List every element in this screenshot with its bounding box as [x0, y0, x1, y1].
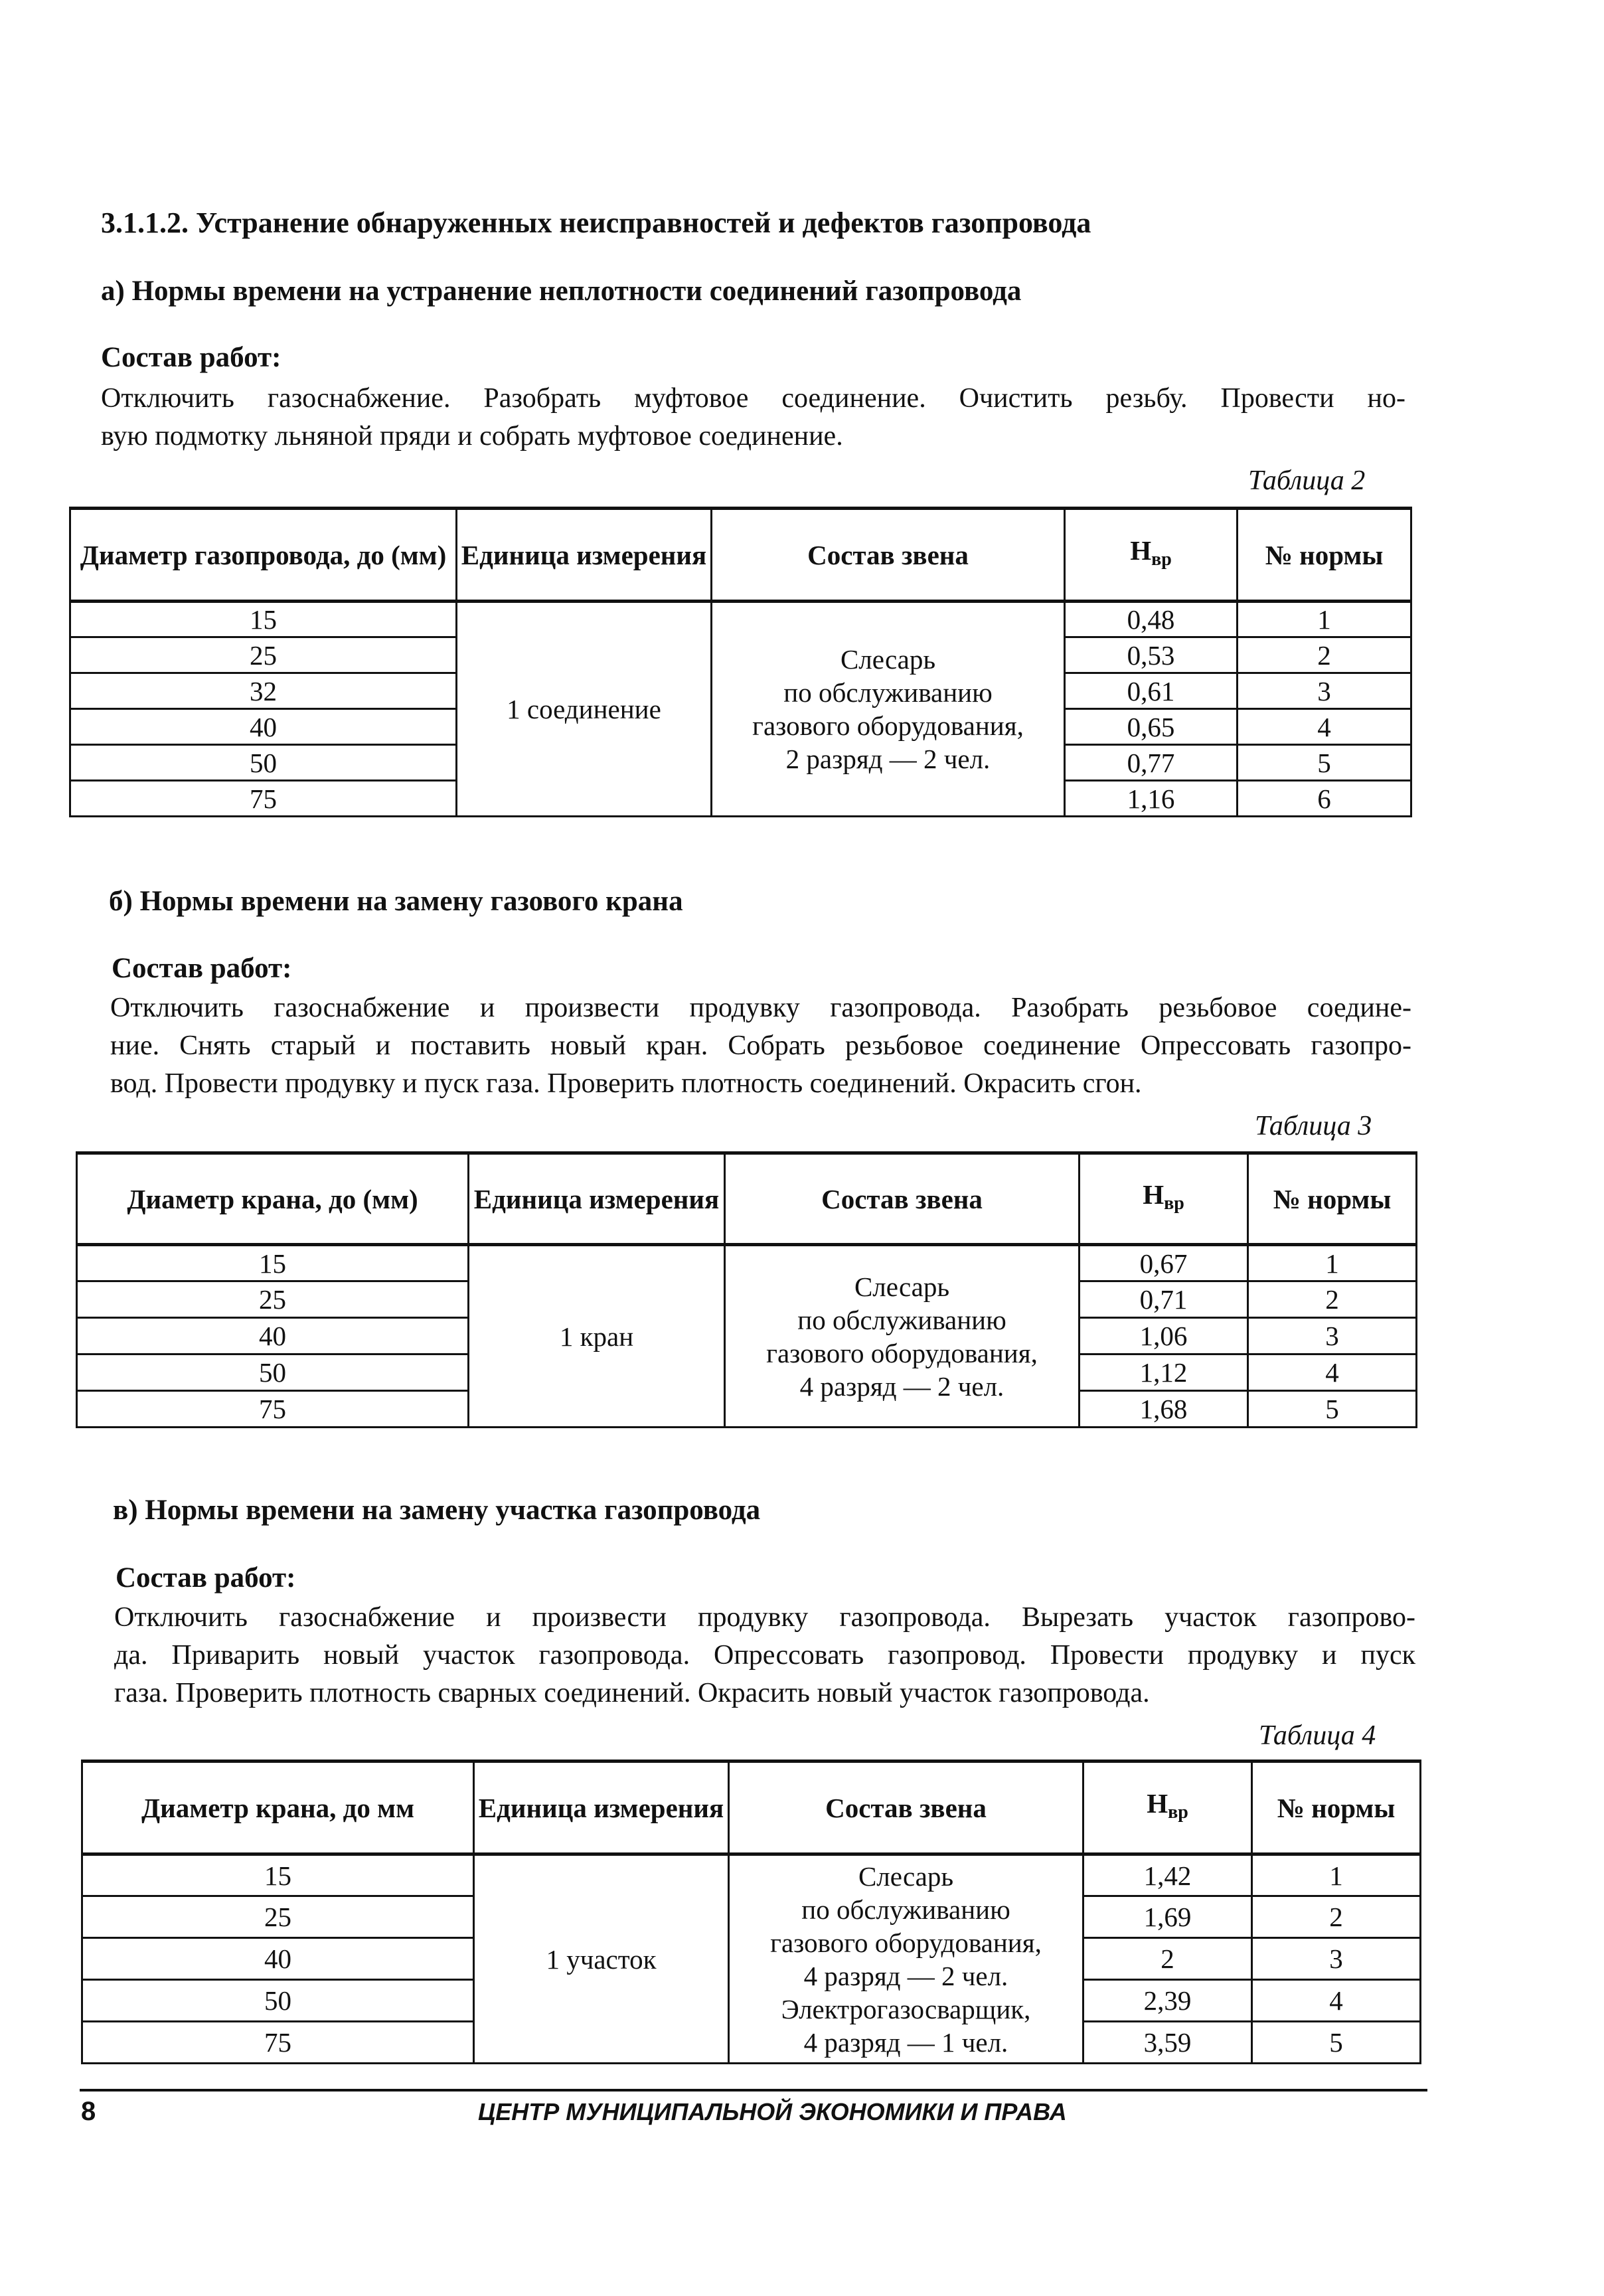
crew-line: 4 разряд — 2 чел.: [799, 1370, 1004, 1402]
table-cell-hvr: 0,48: [1065, 602, 1238, 637]
table-cell-num: 3: [1238, 673, 1411, 709]
works-label-c: Состав работ:: [116, 1562, 296, 1594]
table-cell-diameter: 40: [70, 709, 457, 745]
crew-line: Электрогазосварщик,: [781, 1993, 1031, 2024]
table-cell-num: 2: [1248, 1281, 1417, 1318]
table-cell-num: 2: [1252, 1896, 1421, 1938]
table-cell-num: 2: [1238, 637, 1411, 673]
header-diameter: Диаметр крана, до мм: [82, 1762, 474, 1854]
table-cell-hvr: 2,39: [1083, 1980, 1252, 2022]
table-cell-diameter: 40: [77, 1318, 469, 1354]
table-caption-4: Таблица 4: [1259, 1720, 1376, 1751]
header-crew: Состав звена: [725, 1153, 1080, 1245]
works-text-c: [114, 1599, 1415, 1712]
norms-table-2: [69, 507, 1412, 817]
works-line: Отключить газоснабжение. Разобрать муфтовое соединение. Очистить резьбу. Провести но-: [101, 383, 1405, 414]
table-cell-hvr: 0,61: [1065, 673, 1238, 709]
header-crew: Состав звена: [729, 1762, 1083, 1854]
table-cell-hvr: 0,53: [1065, 637, 1238, 673]
table-cell-hvr: 1,16: [1065, 781, 1238, 817]
table-caption-2: Таблица 2: [1248, 465, 1366, 496]
table-caption-3: Таблица 3: [1255, 1111, 1372, 1141]
works-line: газа. Проверить плотность сварных соединений. Окрасить новый участок газопровода.: [114, 1678, 1150, 1708]
table-cell-hvr: 1,69: [1083, 1896, 1252, 1938]
norms-table-3: [76, 1151, 1417, 1428]
crew-line: 2 разряд — 2 чел.: [785, 744, 991, 774]
table-cell-num: 4: [1248, 1354, 1417, 1391]
crew-line: газового оборудования,: [752, 710, 1024, 741]
crew-line: Слесарь: [854, 1271, 950, 1302]
header-unit: Единица измерения: [457, 509, 712, 602]
works-line: Отключить газоснабжение и произвести продувку газопровода. Разобрать резьбовое соедине-: [110, 993, 1411, 1023]
norms-table-4: [81, 1760, 1421, 2064]
crew-line: по обслуживанию: [797, 1304, 1006, 1335]
works-label-a: Состав работ:: [101, 342, 281, 373]
header-norm-number: № нормы: [1252, 1762, 1421, 1854]
header-unit: Единица измерения: [474, 1762, 729, 1854]
subsection-title-c: в) Нормы времени на замену участка газопровода: [113, 1495, 761, 1526]
subsection-title-b: б) Нормы времени на замену газового крана: [109, 886, 683, 917]
table-cell-diameter: 25: [70, 637, 457, 673]
table-cell-hvr: 0,77: [1065, 745, 1238, 781]
table-cell-num: 1: [1238, 602, 1411, 637]
table-cell-num: 4: [1252, 1980, 1421, 2022]
table-cell-hvr: 1,12: [1080, 1354, 1248, 1391]
table-cell-hvr: 0,67: [1080, 1245, 1248, 1281]
table-cell-num: 5: [1252, 2022, 1421, 2064]
table-cell-hvr: 0,71: [1080, 1281, 1248, 1318]
works-text-b: [110, 989, 1411, 1103]
table-cell-diameter: 15: [82, 1854, 474, 1896]
subsection-title-a: а) Нормы времени на устранение неплотности соединений газопровода: [101, 276, 1022, 307]
table-cell-unit: 1 соединение: [457, 602, 712, 817]
header-hvr: Нвр: [1083, 1762, 1252, 1854]
table-cell-hvr: 3,59: [1083, 2022, 1252, 2064]
works-line: вую подмотку льняной пряди и собрать муфтовое соединение.: [101, 421, 843, 451]
works-text-a: [101, 380, 1405, 455]
header-norm-number: № нормы: [1248, 1153, 1417, 1245]
table-cell-hvr: 1,06: [1080, 1318, 1248, 1354]
page-number: 8: [81, 2097, 96, 2126]
crew-line: 4 разряд — 1 чел.: [803, 2026, 1008, 2058]
crew-line: по обслуживанию: [801, 1894, 1010, 1925]
crew-line: газового оборудования,: [770, 1927, 1042, 1958]
table-cell-hvr: 1,68: [1080, 1391, 1248, 1428]
table-cell-diameter: 75: [77, 1391, 469, 1428]
table-cell-diameter: 15: [70, 602, 457, 637]
footer-divider: [80, 2089, 1427, 2091]
header-crew: Состав звена: [712, 509, 1065, 602]
table-cell-hvr: 0,65: [1065, 709, 1238, 745]
header-hvr: Нвр: [1080, 1153, 1248, 1245]
table-cell-num: 3: [1252, 1938, 1421, 1980]
table-cell-num: 4: [1238, 709, 1411, 745]
publisher-name: ЦЕНТР МУНИЦИПАЛЬНОЙ ЭКОНОМИКИ И ПРАВА: [478, 2098, 1067, 2125]
table-cell-unit: 1 кран: [469, 1245, 725, 1428]
header-unit: Единица измерения: [469, 1153, 725, 1245]
header-norm-number: № нормы: [1238, 509, 1411, 602]
table-cell-crew: [725, 1245, 1080, 1428]
table-cell-num: 5: [1248, 1391, 1417, 1428]
crew-line: Слесарь: [840, 644, 936, 675]
table-cell-diameter: 25: [82, 1896, 474, 1938]
header-diameter: Диаметр крана, до (мм): [77, 1153, 469, 1245]
table-cell-diameter: 75: [70, 781, 457, 817]
table-cell-num: 1: [1252, 1854, 1421, 1896]
table-cell-diameter: 50: [82, 1980, 474, 2022]
table-cell-diameter: 32: [70, 673, 457, 709]
table-cell-unit: 1 участок: [474, 1854, 729, 2064]
crew-line: газового оборудования,: [766, 1337, 1038, 1368]
header-hvr: Нвр: [1065, 509, 1238, 602]
works-label-b: Состав работ:: [112, 953, 292, 984]
table-cell-crew: [712, 602, 1065, 817]
table-cell-num: 6: [1238, 781, 1411, 817]
header-diameter: Диаметр газопровода, до (мм): [70, 509, 457, 602]
table-cell-diameter: 75: [82, 2022, 474, 2064]
table-cell-diameter: 15: [77, 1245, 469, 1281]
crew-line: по обслуживанию: [783, 677, 993, 708]
crew-line: Слесарь: [858, 1860, 954, 1892]
table-cell-diameter: 25: [77, 1281, 469, 1318]
table-cell-hvr: 1,42: [1083, 1854, 1252, 1896]
section-heading: 3.1.1.2. Устранение обнаруженных неисправностей и дефектов газопровода: [101, 206, 1091, 239]
table-cell-hvr: 2: [1083, 1938, 1252, 1980]
works-line: вод. Провести продувку и пуск газа. Проверить плотность соединений. Окрасить сгон.: [110, 1068, 1142, 1099]
works-line: да. Приварить новый участок газопровода. Опрессовать газопровод. Провести продувку и пуск: [114, 1640, 1415, 1671]
table-cell-num: 3: [1248, 1318, 1417, 1354]
table-cell-crew: [729, 1854, 1083, 2064]
table-cell-num: 1: [1248, 1245, 1417, 1281]
table-cell-diameter: 50: [70, 745, 457, 781]
table-cell-diameter: 40: [82, 1938, 474, 1980]
crew-line: 4 разряд — 2 чел.: [803, 1960, 1008, 1991]
table-cell-diameter: 50: [77, 1354, 469, 1391]
works-line: ние. Снять старый и поставить новый кран. Собрать резьбовое соединение Опрессовать газопро-: [110, 1030, 1411, 1061]
works-line: Отключить газоснабжение и произвести продувку газопровода. Вырезать участок газопрово-: [114, 1602, 1415, 1633]
table-cell-num: 5: [1238, 745, 1411, 781]
